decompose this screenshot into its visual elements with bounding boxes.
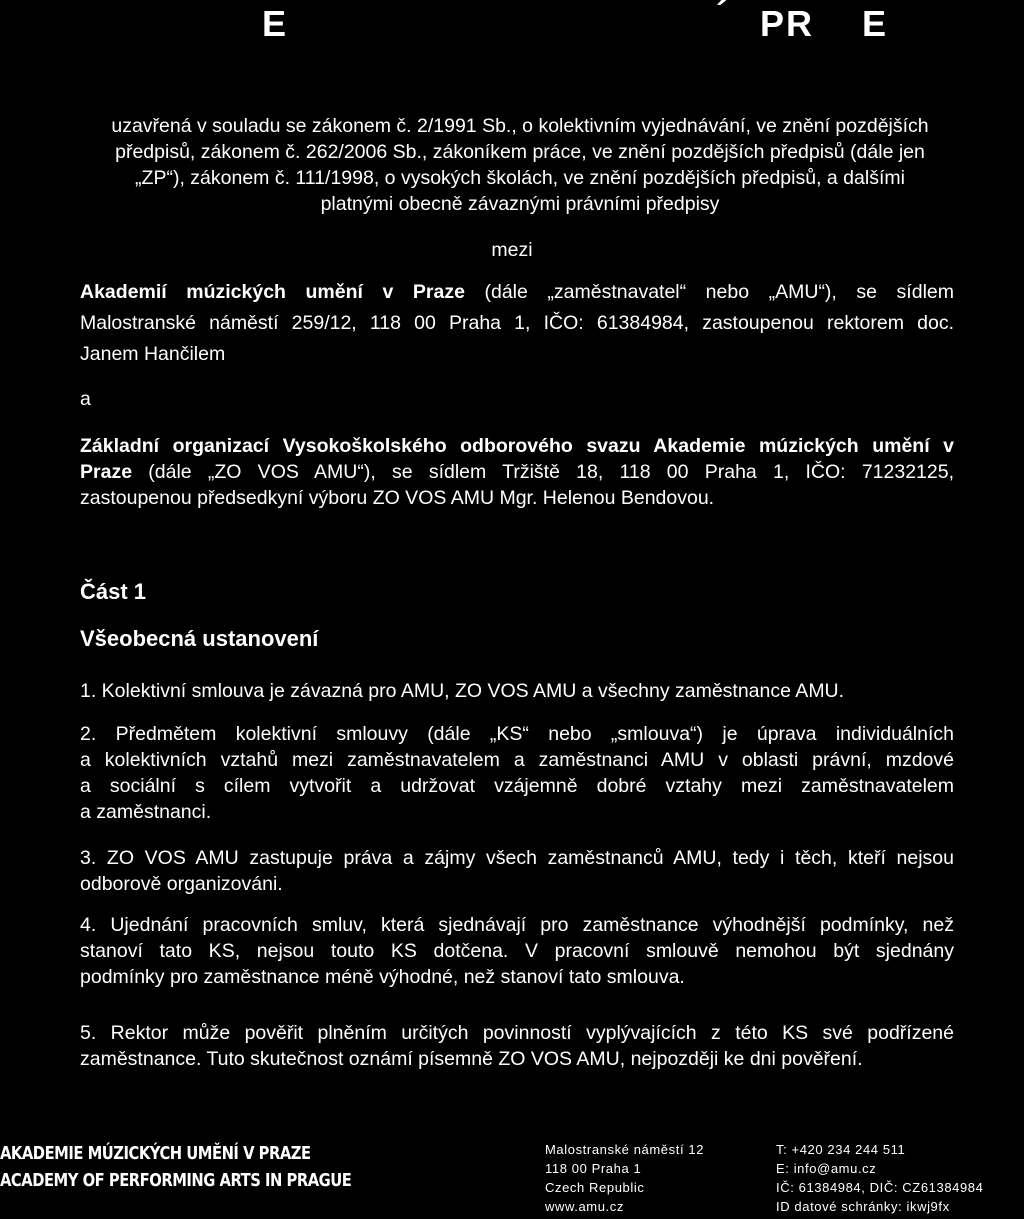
party-union-line <box>80 459 954 485</box>
intro-line: „ZP“), zákonem č. 111/1998, o vysokých školách, ve znění pozdějších předpisů, a dalšími <box>135 167 905 189</box>
clause-line: 5. Rektor může pověřit plněním určitých povinností vyplývajících z této KS své podřízené <box>80 1022 954 1044</box>
heading-fragment-right: PR E <box>760 3 889 44</box>
party-union <box>80 433 954 511</box>
clause-line: stanoví tato KS, nejsou touto KS dotčena. V pracovní smlouvě nemohou být sjednány <box>80 940 954 962</box>
clause-4 <box>80 912 954 990</box>
party-employer-address: Malostranské náměstí 259/12, 118 00 Praha 1, IČO: 61384984, zastoupenou rektorem doc. <box>80 312 954 334</box>
clause-2 <box>80 721 954 825</box>
clause-line: a kolektivních vztahů mezi zaměstnavatelem a zaměstnanci AMU v oblasti právní, mzdové <box>80 749 954 771</box>
footer-databox: ID datové schránky: ikwj9fx <box>776 1199 950 1214</box>
clause-line: podmínky pro zaměstnance méně výhodné, než stanoví tato smlouva. <box>80 966 685 988</box>
party-employer-representative: Janem Hančilem <box>80 343 226 365</box>
party-union-name: Základní organizací Vysokoškolského odborového svazu Akademie múzických umění v <box>80 435 954 457</box>
footer-city: 118 00 Praha 1 <box>545 1161 642 1176</box>
clause-line: a sociální s cílem vytvořit a udržovat vzájemně dobré vztahy mezi zaměstnavatelem <box>80 775 954 797</box>
clause-line: 2. Předmětem kolektivní smlouvy (dále „KS“ nebo „smlouva“) je úprava individuálních <box>80 723 954 745</box>
clause-line: zaměstnance. Tuto skutečnost oznámí písemně ZO VOS AMU, nejpozději ke dni pověření. <box>80 1048 863 1070</box>
footer-ids: IČ: 61384984, DIČ: CZ61384984 <box>776 1180 984 1195</box>
clause-line: odborově organizováni. <box>80 873 283 895</box>
footer-brand-logo <box>0 1140 351 1194</box>
conjunction: a <box>80 388 91 410</box>
footer-brand-en: ACADEMY OF PERFORMING ARTS IN PRAGUE <box>0 1170 352 1191</box>
party-employer-name: Akademií múzických umění v Praze <box>80 281 465 303</box>
clause-line: 4. Ujednání pracovních smluv, která sjednávají pro zaměstnance výhodnější podmínky, než <box>80 914 954 936</box>
heading-fragment-left: E <box>262 3 289 44</box>
footer-country: Czech Republic <box>545 1180 645 1195</box>
intro-line: uzavřená v souladu se zákonem č. 2/1991 Sb., o kolektivním vyjednávání, ve znění pozdějších <box>111 115 929 137</box>
party-union-name-cont: Praze <box>80 461 133 483</box>
party-union-details: (dále „ZO VOS AMU“), se sídlem Tržiště 18, 118 00 Praha 1, IČO: 71232125, <box>132 461 954 483</box>
clause-line: a zaměstnanci. <box>80 801 212 823</box>
intro-paragraph <box>80 113 960 217</box>
party-union-representative: zastoupenou předsedkyní výboru ZO VOS AMU Mgr. Helenou Bendovou. <box>80 487 715 509</box>
section-number: Část 1 <box>80 579 147 604</box>
heading-accent-mark: ´ <box>716 0 730 33</box>
party-union-name-line <box>80 433 954 459</box>
section-title: Všeobecná ustanovení <box>80 626 319 651</box>
intro-line: předpisů, zákonem č. 262/2006 Sb., zákoníkem práce, ve znění pozdějších předpisů (dále jen <box>115 141 925 163</box>
between-word: mezi <box>491 239 533 261</box>
intro-line: platnými obecně závaznými právními předpisy <box>320 193 720 215</box>
clause-3 <box>80 845 954 897</box>
footer-contact <box>776 1140 983 1216</box>
party-employer-line <box>80 279 954 305</box>
clause-1 <box>80 678 954 704</box>
footer-street: Malostranské náměstí 12 <box>545 1142 705 1157</box>
party-employer <box>80 279 954 367</box>
clause-line: 3. ZO VOS AMU zastupuje práva a zájmy všech zaměstnanců AMU, tedy i těch, kteří nejsou <box>80 847 954 869</box>
footer-address <box>545 1140 704 1216</box>
clause-line: 1. Kolektivní smlouva je závazná pro AMU, ZO VOS AMU a všechny zaměstnance AMU. <box>80 680 845 702</box>
footer-web-link[interactable]: www.amu.cz <box>545 1199 624 1214</box>
footer-email-link[interactable]: E: info@amu.cz <box>776 1161 877 1176</box>
footer-brand-cz: AKADEMIE MÚZICKÝCH UMĚNÍ V PRAZE <box>0 1143 311 1164</box>
party-employer-details: (dále „zaměstnavatel“ nebo „AMU“), se sídlem <box>464 281 954 303</box>
footer-phone: T: +420 234 244 511 <box>776 1142 906 1157</box>
clause-5 <box>80 1020 954 1072</box>
